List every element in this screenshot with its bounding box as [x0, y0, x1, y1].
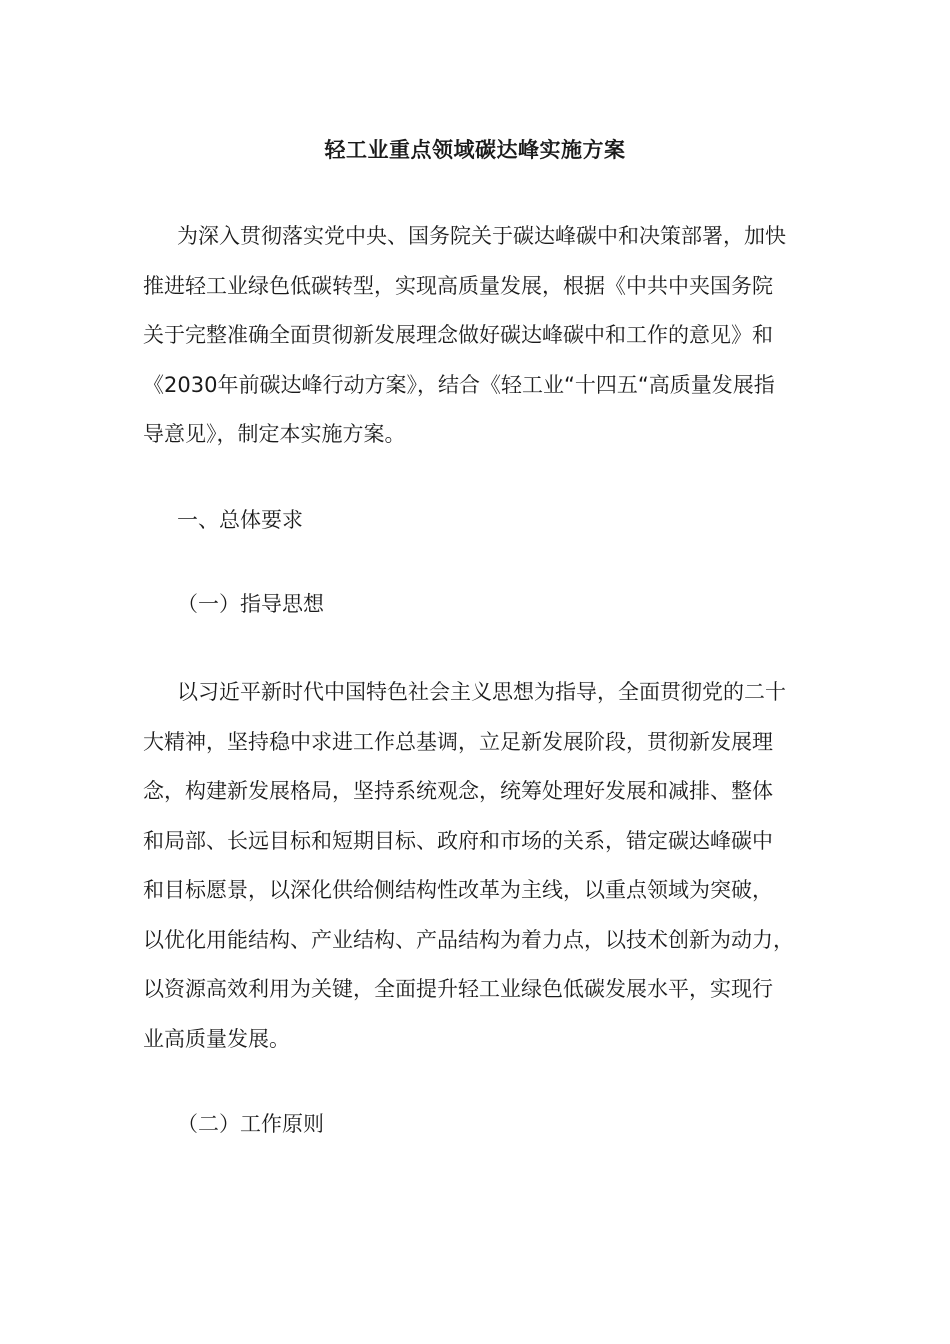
paragraph-line: 念，构建新发展格局，坚持系统观念，统筹处理好发展和减排、整体 [143, 779, 773, 803]
paragraph-line: 《2030年前碳达峰行动方案》，结合《轻工业“十四五“高质量发展指 [143, 372, 775, 397]
paragraph-line: 以习近平新时代中国特色社会主义思想为指导，全面贯彻党的二十 [177, 680, 786, 704]
paragraph-line: 以优化用能结构、产业结构、产品结构为着力点，以技术创新为动力， [143, 927, 794, 952]
paragraph-line: 以资源高效利用为关键，全面提升轻工业绿色低碳发展水平，实现行 [143, 977, 773, 1001]
subsection-heading-work-principles: （二）工作原则 [177, 1112, 324, 1136]
paragraph-line: 和局部、长远目标和短期目标、政府和市场的关系，错定碳达峰碳中 [143, 828, 773, 853]
paragraph-line: 业高质量发展。 [143, 1026, 290, 1051]
subsection-heading-guiding-ideology: （一）指导思想 [177, 592, 324, 616]
paragraph-line: 关于完整准确全面贯彻新发展理念做好碳达峰碳中和工作的意见》和 [143, 323, 773, 347]
paragraph-line: 大精神，坚持稳中求进工作总基调，立足新发展阶段，贯彻新发展理 [143, 729, 773, 754]
paragraph-line: 和目标愿景，以深化供给侧结构性改革为主线，以重点领域为突破， [143, 878, 773, 902]
guiding-ideology-paragraph [143, 668, 808, 1064]
document-title: 轻工业重点领域碳达峰实施方案 [324, 138, 626, 162]
paragraph-line: 导意见》，制定本实施方案。 [143, 422, 406, 446]
intro-paragraph [143, 212, 808, 460]
section-heading-overall-requirements: 一、总体要求 [177, 508, 303, 532]
paragraph-line: 为深入贯彻落实党中央、国务院关于碳达峰碳中和决策部署，加快 [177, 224, 786, 248]
paragraph-line: 推进轻工业绿色低碳转型，实现高质量发展，根据《中共中夹国务院 [143, 273, 773, 298]
